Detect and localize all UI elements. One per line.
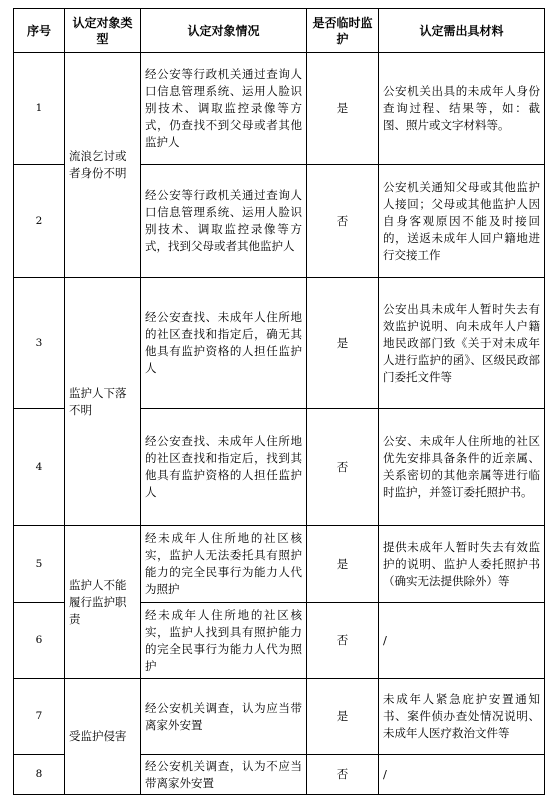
- header-materials: 认定需出具材料: [379, 9, 545, 53]
- table-row: [14, 278, 545, 409]
- required-materials: 公安机关通知父母或其他监护人接回；父母或其他监护人因自身客观原因不能及时接回的，送返未成年人回户籍地进行交接工作: [379, 165, 545, 278]
- header-row: [14, 9, 545, 53]
- object-type: 流浪乞讨或者身份不明: [65, 53, 141, 278]
- object-type: 监护人下落不明: [65, 278, 141, 526]
- temporary-guardianship: 否: [307, 755, 379, 795]
- object-situation: 经公安机关调查，认为应当带离家外安置: [141, 679, 307, 755]
- table-row: [14, 53, 545, 165]
- object-situation: 经公安查找、未成年人住所地的社区查找和指定后，找到其他具有监护资格的人担任监护人: [141, 409, 307, 526]
- row-no: 5: [14, 526, 65, 603]
- required-materials: 公安机关出具的未成年人身份查询过程、结果等，如：截图、照片或文字材料等。: [379, 53, 545, 165]
- temporary-guardianship: 否: [307, 165, 379, 278]
- row-no: 6: [14, 603, 65, 679]
- header-no: 序号: [14, 9, 65, 53]
- object-type: 受监护侵害: [65, 679, 141, 795]
- object-situation: 经公安等行政机关通过查询人口信息管理系统、运用人脸识别技术、调取监控录像等方式，仍查找不到父母或者其他监护人: [141, 53, 307, 165]
- required-materials: 未成年人紧急庇护安置通知书、案件侦办查处情况说明、未成年人医疗救治文件等: [379, 679, 545, 755]
- row-no: 4: [14, 409, 65, 526]
- row-no: 7: [14, 679, 65, 755]
- temporary-guardianship: 否: [307, 409, 379, 526]
- row-no: 1: [14, 53, 65, 165]
- header-temporary: 是否临时监护: [307, 9, 379, 53]
- required-materials: 公安出具未成年人暂时失去有效监护说明、向未成年人户籍地民政部门致《关于对未成年人进行监护的函》、区级民政部门委托文件等: [379, 278, 545, 409]
- required-materials: /: [379, 755, 545, 795]
- temporary-guardianship: 否: [307, 603, 379, 679]
- header-situation: 认定对象情况: [141, 9, 307, 53]
- object-type: 监护人不能履行监护职责: [65, 526, 141, 679]
- temporary-guardianship: 是: [307, 526, 379, 603]
- required-materials: 公安、未成年人住所地的社区优先安排具备条件的近亲属、关系密切的其他亲属等进行临时监护，并签订委托照护书。: [379, 409, 545, 526]
- object-situation: 经未成年人住所地的社区核实，监护人无法委托具有照护能力的完全民事行为能力人代为照护: [141, 526, 307, 603]
- object-situation: 经公安机关调查，认为不应当带离家外安置: [141, 755, 307, 795]
- object-situation: 经公安查找、未成年人住所地的社区查找和指定后，确无其他具有监护资格的人担任监护人: [141, 278, 307, 409]
- table-row: [14, 526, 545, 603]
- temporary-guardianship: 是: [307, 679, 379, 755]
- required-materials: /: [379, 603, 545, 679]
- row-no: 8: [14, 755, 65, 795]
- required-materials: 提供未成年人暂时失去有效监护的说明、监护人委托照护书（确实无法提供除外）等: [379, 526, 545, 603]
- identification-table: [13, 8, 545, 795]
- table-row: [14, 679, 545, 755]
- row-no: 2: [14, 165, 65, 278]
- temporary-guardianship: 是: [307, 278, 379, 409]
- object-situation: 经公安等行政机关通过查询人口信息管理系统、运用人脸识别技术、调取监控录像等方式，找到父母或者其他监护人: [141, 165, 307, 278]
- row-no: 3: [14, 278, 65, 409]
- temporary-guardianship: 是: [307, 53, 379, 165]
- header-type: 认定对象类型: [65, 9, 141, 53]
- object-situation: 经未成年人住所地的社区核实，监护人找到具有照护能力的完全民事行为能力人代为照护: [141, 603, 307, 679]
